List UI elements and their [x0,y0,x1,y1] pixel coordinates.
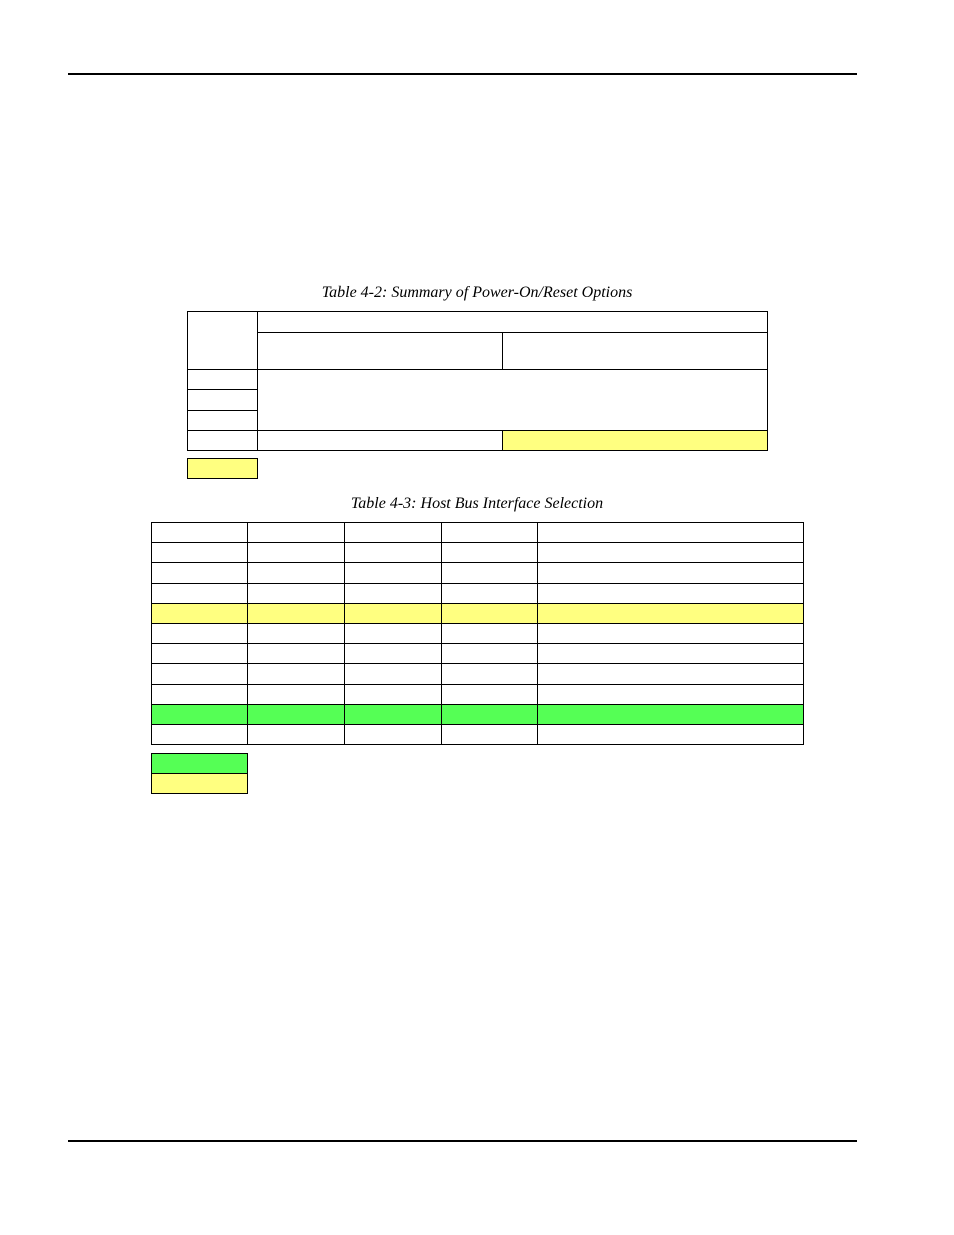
table-4-2-row-label [187,369,258,390]
table-4-3-cell [344,684,442,705]
table-4-3-cell [344,704,442,725]
footer-rule [68,1140,857,1142]
table-4-2-row-label [187,430,258,451]
table-4-3-cell [151,542,248,563]
table-4-3-cell [441,684,538,705]
table-4-3-cell [441,562,538,583]
table-4-3-cell [537,623,804,644]
table-4-3-header-cell [537,522,804,543]
table-4-3-cell [247,562,345,583]
table-4-3-cell [537,663,804,684]
table-4-3-cell [537,603,804,624]
table-4-3-cell [344,562,442,583]
table-4-3-cell [537,542,804,563]
table-4-3-cell [344,663,442,684]
table-4-3-cell [247,643,345,664]
table-4-3-cell [151,704,248,725]
table-4-2-caption: Table 4-2: Summary of Power-On/Reset Options [321,284,633,301]
table-4-3-cell [247,603,345,624]
table-4-3-caption: Table 4-3: Host Bus Interface Selection [350,495,604,512]
table-4-3-legend-green [151,753,248,774]
table-4-3-cell [537,562,804,583]
table-4-3-cell [344,623,442,644]
table-4-2-cell [257,430,503,451]
table-4-3-cell [537,684,804,705]
table-4-3-cell [247,623,345,644]
table-4-2-subheader-1 [257,332,503,370]
table-4-3-cell [441,583,538,604]
table-4-2-subheader-2 [502,332,768,370]
table-4-3-cell [537,704,804,725]
table-4-3-cell [247,684,345,705]
table-4-3-header-cell [344,522,442,543]
table-4-3-cell [247,724,345,745]
table-4-2-merged-cell [257,369,768,431]
table-4-3-cell [247,542,345,563]
table-4-3-cell [537,643,804,664]
table-4-3-cell [247,663,345,684]
table-4-2-highlighted-cell [502,430,768,451]
table-4-2-row-label [187,389,258,411]
table-4-3-cell [151,562,248,583]
table-4-3-cell [247,704,345,725]
table-4-3-cell [344,603,442,624]
table-4-3-cell [344,724,442,745]
table-4-3-cell [344,542,442,563]
table-4-3-cell [537,583,804,604]
table-4-3-cell [441,663,538,684]
table-4-3-cell [441,724,538,745]
table-4-3-cell [247,583,345,604]
table-4-3-cell [441,603,538,624]
table-4-3-header-cell [247,522,345,543]
table-4-2-group-header [257,311,768,333]
table-4-3-legend-yellow [151,773,248,794]
table-4-2-row-label [187,410,258,431]
table-4-3-cell [151,663,248,684]
table-4-3-cell [441,704,538,725]
table-4-3-header-cell [441,522,538,543]
table-4-3-cell [151,684,248,705]
header-rule [68,73,857,75]
table-4-3-cell [441,623,538,644]
table-4-3-cell [151,623,248,644]
table-4-2-corner-header [187,311,258,370]
table-4-3-cell [151,583,248,604]
table-4-3-header-cell [151,522,248,543]
table-4-3-cell [441,542,538,563]
table-4-3-cell [151,643,248,664]
table-4-3-cell [344,643,442,664]
table-4-3-cell [151,724,248,745]
table-4-3-cell [441,643,538,664]
table-4-3-cell [151,603,248,624]
table-4-3-cell [344,583,442,604]
table-4-2-legend-yellow [187,458,258,479]
table-4-3-cell [537,724,804,745]
